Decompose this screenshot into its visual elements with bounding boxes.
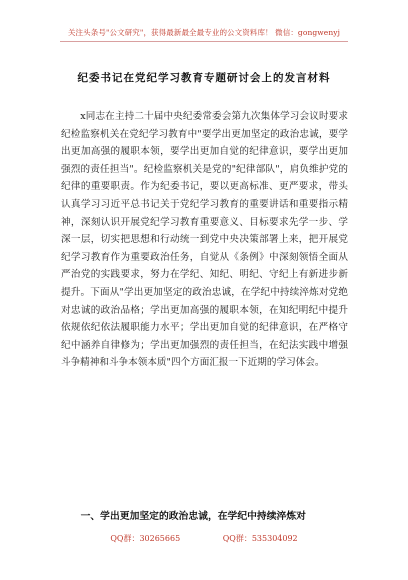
body-paragraph: x同志在主持二十届中央纪委常委会第九次集体学习会议时要求纪检监察机关在党纪学习教育中"要学出更加坚定的政治忠诚，要学出更加高强的履职本领，要学出更加自觉的纪律意识，要学出更加强烈的责任担当"。纪检监察机关是党的"纪律部队"，肩负维护党的纪律的重要职责。作为纪委书记，要以更高标准、更严要求，带头认真学习习近平总书记关于党纪学习教育的重要讲话和重要指示精神，深刻认识开展党纪学习教育重要意义、目标要求先学一步、学深一层，切实把思想和行动统一到党中央决策部署上来，把开展党纪学习教育作为重要政治任务，自觉从《条例》中深刻领悟全面从严治党的实践要求，努力在学纪、知纪、明纪、守纪上有新进步新提升。下面从"学出更加坚定的政治忠诚，在学纪中持续淬炼对党绝对忠诚的政治品格；学出更加高强的履职本领，在知纪明纪中提升依规依纪依法履职能力水平；学出更加自觉的纪律意识，在严格守纪中涵养自律修为；学出更加强烈的责任担当，在纪法实践中增强斗争精神和斗争本领本质"四个方面汇报一下近期的学习体会。: [61, 111, 348, 369]
header-banner: 关注头条号"公文研究"，获得最新最全最专业的公文资料库！ 微信：gongwenyj: [67, 28, 341, 37]
qq-group-2: QQ群：535304092: [222, 534, 298, 543]
footer-contacts: [0, 533, 408, 544]
qq-group-1: QQ群：30265665: [110, 534, 181, 543]
header-divider: [60, 41, 348, 42]
document-title: 纪委书记在党纪学习教育专题研讨会上的发言材料: [77, 72, 331, 84]
document-body: [61, 108, 348, 372]
section-heading: 一、学出更加坚定的政治忠诚，在学纪中持续淬炼对: [80, 511, 306, 522]
